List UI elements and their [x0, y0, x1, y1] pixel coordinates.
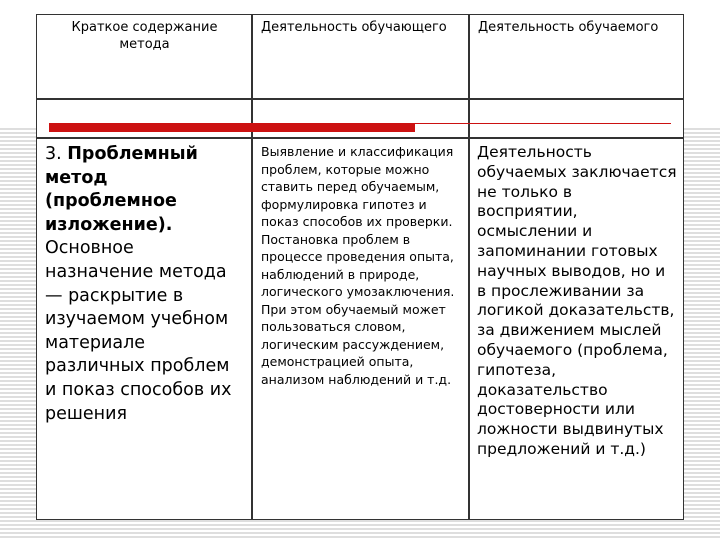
header-learner-activity: Деятельность обучаемого — [478, 20, 659, 35]
method-description: Основное назначение метода — раскрытие в изучаемом учебном материале различных проблем и показ способов их решения — [45, 238, 232, 424]
method-name: Проблемный метод (проблемное изложение). — [45, 144, 198, 235]
learner-activity-cell: Деятельность обучаемых заключается не только в восприятии, осмыслении и запоминании готовых научных выводов, но и в прослеживании за логикой доказательств, за движением мыслей обучаемого (проблема, гипотеза, доказательство достоверности или ложности выдвинутых предложений и т.д.) — [477, 143, 677, 458]
header-method-summary: Краткое содержание метода — [71, 20, 218, 52]
row-divider — [37, 98, 683, 100]
row-divider — [37, 137, 683, 139]
teacher-activity-cell: Выявление и классификация проблем, которые можно ставить перед обучаемым, формулировка гипотез и показ способов их проверки. Постановка проблем в процессе проведения опыта, наблюдений в природе, логического умозаключения. При этом обучаемый может пользоваться словом, логическим рассуждением, демонстрацией опыта, анализом наблюдений и т.д. — [261, 144, 455, 387]
header-teacher-activity: Деятельность обучающего — [261, 20, 447, 35]
decorative-red-bar — [49, 123, 415, 132]
method-number: 3. — [45, 144, 62, 164]
method-summary-cell — [37, 143, 252, 426]
decorative-red-line — [415, 123, 671, 124]
methods-table — [36, 14, 684, 520]
